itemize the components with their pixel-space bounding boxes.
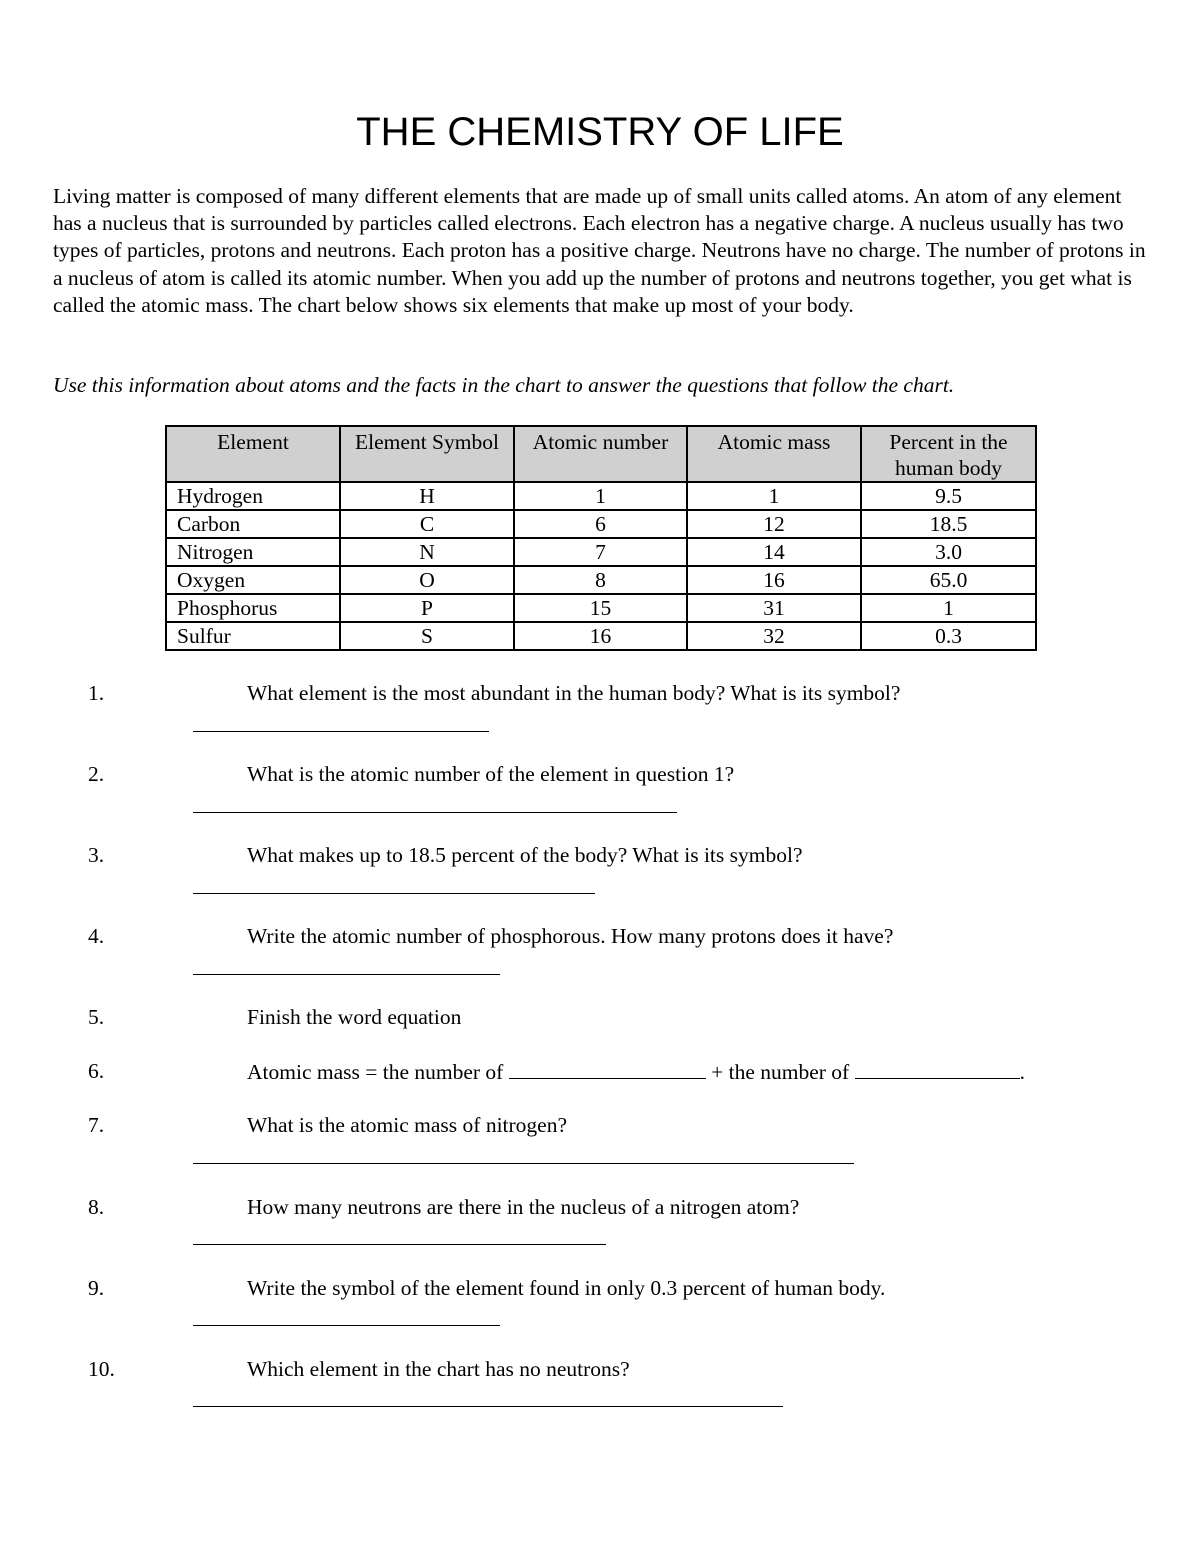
question-text: Write the symbol of the element found in only 0.3 percent of human body. [247, 1276, 886, 1300]
cell-symbol: S [340, 622, 514, 650]
question-number: 8. [88, 1195, 105, 1219]
cell-element: Nitrogen [166, 538, 340, 566]
table-row [166, 538, 1036, 566]
question-text: What is the atomic mass of nitrogen? [247, 1113, 568, 1137]
cell-element: Oxygen [166, 566, 340, 594]
cell-element: Hydrogen [166, 482, 340, 510]
cell-atomic-number: 1 [514, 482, 687, 510]
cell-percent: 18.5 [861, 510, 1036, 538]
answer-line-10[interactable] [193, 1406, 783, 1407]
cell-percent: 0.3 [861, 622, 1036, 650]
table-row [166, 622, 1036, 650]
cell-atomic-mass: 31 [687, 594, 861, 622]
cell-atomic-mass: 32 [687, 622, 861, 650]
cell-percent: 1 [861, 594, 1036, 622]
instructions: Use this information about atoms and the facts in the chart to answer the questions that follow the chart. [53, 373, 955, 397]
answer-line-7[interactable] [193, 1163, 854, 1164]
question-number: 9. [88, 1276, 105, 1300]
table-row [166, 482, 1036, 510]
question-number: 5. [88, 1005, 105, 1029]
cell-atomic-number: 15 [514, 594, 687, 622]
cell-symbol: O [340, 566, 514, 594]
cell-element: Phosphorus [166, 594, 340, 622]
question-text: What is the atomic number of the element in question 1? [247, 762, 735, 786]
page-title: THE CHEMISTRY OF LIFE [356, 110, 844, 154]
question-text: Finish the word equation [247, 1005, 462, 1029]
table-row [166, 510, 1036, 538]
question-number: 4. [88, 924, 105, 948]
header-atomic-mass: Atomic mass [687, 426, 861, 482]
header-symbol: Element Symbol [340, 426, 514, 482]
cell-element: Sulfur [166, 622, 340, 650]
blank-protons[interactable] [509, 1058, 706, 1079]
answer-line-9[interactable] [193, 1325, 500, 1326]
cell-atomic-mass: 12 [687, 510, 861, 538]
elements-chart [165, 425, 1037, 651]
header-percent: Percent in the human body [861, 426, 1036, 482]
question-number: 3. [88, 843, 105, 867]
cell-symbol: H [340, 482, 514, 510]
answer-line-3[interactable] [193, 893, 595, 894]
answer-line-8[interactable] [193, 1244, 606, 1245]
cell-atomic-mass: 14 [687, 538, 861, 566]
answer-line-4[interactable] [193, 974, 500, 975]
cell-atomic-number: 6 [514, 510, 687, 538]
question-text: Which element in the chart has no neutrons? [247, 1357, 630, 1381]
cell-atomic-number: 16 [514, 622, 687, 650]
question-text: What element is the most abundant in the human body? What is its symbol? [247, 681, 901, 705]
question-text [247, 1058, 1025, 1085]
question-text: What makes up to 18.5 percent of the body? What is its symbol? [247, 843, 803, 867]
question-number: 2. [88, 762, 105, 786]
header-atomic-number: Atomic number [514, 426, 687, 482]
cell-percent: 65.0 [861, 566, 1036, 594]
table-row [166, 566, 1036, 594]
question-text: Write the atomic number of phosphorous. How many protons does it have? [247, 924, 894, 948]
question-number: 7. [88, 1113, 105, 1137]
cell-symbol: C [340, 510, 514, 538]
equation-part-a: Atomic mass = the number of [247, 1060, 509, 1084]
cell-symbol: N [340, 538, 514, 566]
cell-atomic-mass: 1 [687, 482, 861, 510]
cell-percent: 3.0 [861, 538, 1036, 566]
header-element: Element [166, 426, 340, 482]
cell-percent: 9.5 [861, 482, 1036, 510]
question-number: 1. [88, 681, 105, 705]
cell-atomic-number: 7 [514, 538, 687, 566]
cell-element: Carbon [166, 510, 340, 538]
answer-line-2[interactable] [193, 812, 677, 813]
cell-atomic-mass: 16 [687, 566, 861, 594]
blank-neutrons[interactable] [855, 1058, 1020, 1079]
chart-header-row [166, 426, 1036, 482]
equation-part-c: . [1019, 1060, 1025, 1084]
question-number: 6. [88, 1059, 105, 1083]
answer-line-1[interactable] [193, 731, 489, 732]
table-row [166, 594, 1036, 622]
intro-paragraph: Living matter is composed of many different elements that are made up of small units called atoms. An atom of any element has a nucleus that is surrounded by particles called electrons. Each electron has a negative charge. A nucleus usually has two types of particles, protons and neutrons. Each proton has a positive charge. Neutrons have no charge. The number of protons in a nucleus of atom is called its atomic number. When you add up the number of protons and neutrons together, you get what is called the atomic mass. The chart below shows six elements that make up most of your body. [53, 184, 1146, 317]
cell-atomic-number: 8 [514, 566, 687, 594]
cell-symbol: P [340, 594, 514, 622]
question-number: 10. [88, 1357, 115, 1381]
question-text: How many neutrons are there in the nucleus of a nitrogen atom? [247, 1195, 800, 1219]
equation-part-b: + the number of [705, 1060, 855, 1084]
